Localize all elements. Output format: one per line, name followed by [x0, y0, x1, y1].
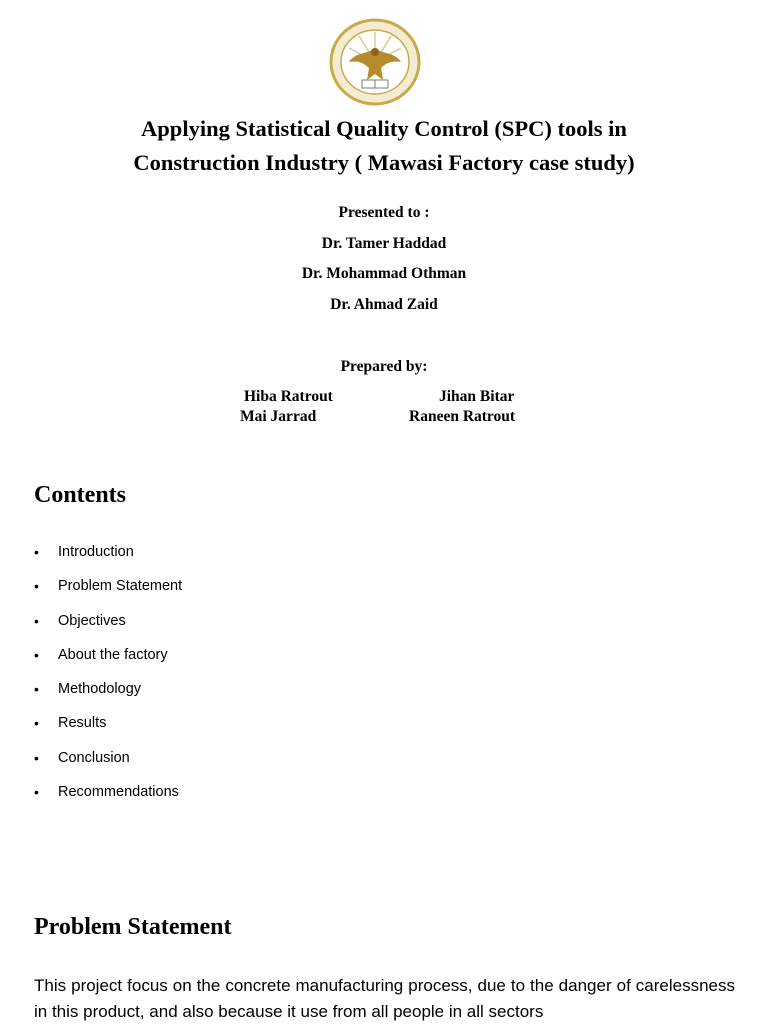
- bullet: •: [34, 749, 39, 766]
- contents-item: [34, 538, 182, 572]
- document-title: [0, 112, 768, 180]
- contents-item-label: Problem Statement: [58, 578, 183, 595]
- title-line-1: Applying Statistical Quality Control (SPC) tools in: [141, 116, 627, 141]
- contents-item-label: Objectives: [58, 612, 126, 629]
- prepared-by-label: Prepared by:: [340, 358, 428, 375]
- presented-to-label: Presented to :: [338, 204, 430, 221]
- presenter-name: Dr. Ahmad Zaid: [330, 296, 438, 313]
- contents-item-label: Conclusion: [58, 749, 130, 766]
- problem-statement-paragraph: This project focus on the concrete manufacturing process, due to the danger of carelessness in this product, and also because it use from all people in all sectors: [34, 976, 735, 1021]
- contents-heading: Contents: [34, 482, 127, 508]
- contents-item: [34, 778, 182, 812]
- presenter-name: Dr. Tamer Haddad: [321, 235, 447, 252]
- author-name: Jihan Bitar: [439, 388, 515, 405]
- author-name: Mai Jarrad: [240, 408, 317, 425]
- contents-item: [34, 641, 182, 675]
- bullet: •: [34, 715, 39, 732]
- presenter-name: Dr. Mohammad Othman: [301, 265, 467, 282]
- bullet: •: [34, 784, 39, 801]
- contents-item-label: About the factory: [58, 646, 168, 663]
- contents-item-label: Introduction: [58, 544, 134, 560]
- author-name: Hiba Ratrout: [244, 388, 333, 405]
- contents-item: [34, 607, 182, 641]
- contents-item-label: Methodology: [58, 681, 142, 698]
- bullet: •: [34, 578, 39, 595]
- bullet: •: [34, 646, 39, 663]
- contents-item: [34, 709, 182, 743]
- contents-item-label: Recommendations: [58, 784, 179, 801]
- title-line-2: Construction Industry ( Mawasi Factory case study): [133, 150, 635, 175]
- contents-item: [34, 572, 182, 606]
- contents-list: [34, 538, 182, 812]
- bullet: •: [34, 681, 39, 698]
- contents-item-label: Results: [58, 715, 107, 732]
- bullet: •: [34, 612, 39, 629]
- problem-statement-heading: Problem Statement: [34, 914, 232, 940]
- contents-item: [34, 744, 182, 778]
- contents-item: [34, 675, 182, 709]
- author-name: Raneen Ratrout: [409, 408, 516, 425]
- university-seal-logo: [329, 18, 421, 106]
- bullet: •: [34, 544, 39, 560]
